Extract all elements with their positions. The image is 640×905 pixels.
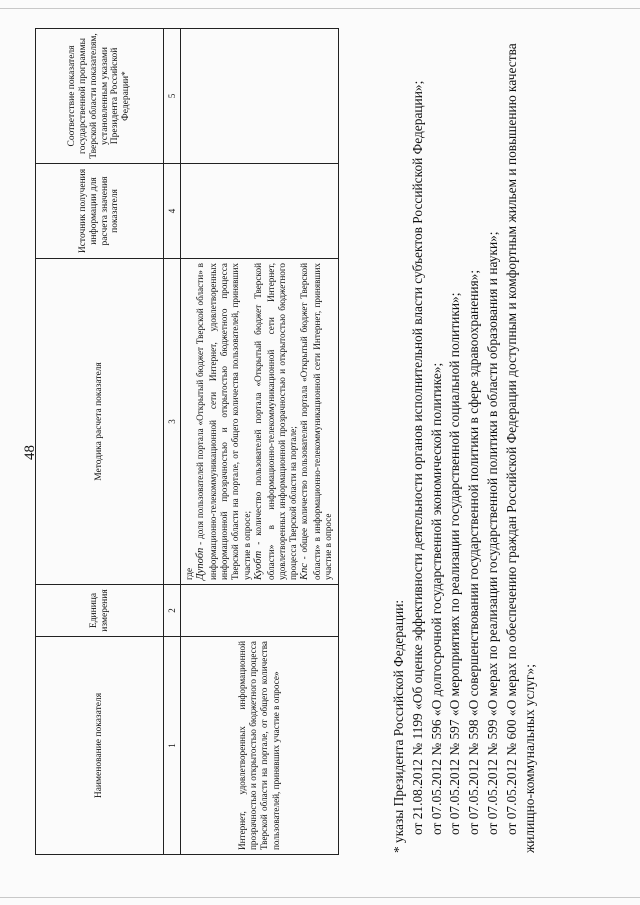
column-number: 5 bbox=[164, 29, 181, 164]
footnote-item: от 07.05.2012 № 599 «О мерах по реализации государственной политики в области образования и науки»; bbox=[484, 231, 500, 835]
header-unit: Единица измерения bbox=[36, 585, 164, 637]
method-where: где bbox=[184, 567, 194, 580]
header-source: Источник получения информации для расчета значения показателя bbox=[36, 164, 164, 259]
correspondence-cell bbox=[181, 29, 339, 164]
column-number: 1 bbox=[164, 637, 181, 855]
footnote bbox=[390, 23, 540, 853]
page-number: 48 bbox=[22, 445, 38, 460]
footnote-item: от 07.05.2012 № 598 «О совершенствовании государственной политики в сфере здравоохранения»; bbox=[466, 269, 482, 835]
footnote-item: от 07.05.2012 № 596 «О долгосрочной государственной экономической политике»; bbox=[428, 362, 444, 835]
indicator-name-cell: Интернет, удовлетворенных информационной прозрачностью и открытостью бюджетного процесса Тверской области на портале, от общего количества пользователей, принявших участие в опросе» bbox=[181, 637, 339, 855]
header-correspondence: Соответствие показателя государственной программы Тверской области показателям, установленным указами Президента Российской Федерации* bbox=[36, 29, 164, 164]
method-paragraph bbox=[195, 263, 253, 580]
header-indicator-name: Наименование показателя bbox=[36, 637, 164, 855]
formula-symbol: Дупобп bbox=[195, 547, 207, 580]
table-row bbox=[181, 29, 339, 855]
formula-symbol: Кпс bbox=[299, 563, 311, 580]
indicators-table bbox=[35, 28, 339, 855]
header-method: Методика расчета показателя bbox=[36, 259, 164, 585]
footnote-item: от 07.05.2012 № 597 «О мероприятиях по реализации государственной социальной политики»; bbox=[447, 292, 463, 835]
column-number: 2 bbox=[164, 585, 181, 637]
method-text: - количество пользователей портала «Открытый бюджет Тверской области» в информационно-телекоммуникационной сети Интернет, удовлетворенных информационной прозрачностью и открытостью бюджетного процесса Тверской области на портале; bbox=[252, 263, 299, 580]
column-number: 3 bbox=[164, 259, 181, 585]
source-cell bbox=[181, 164, 339, 259]
unit-cell bbox=[181, 585, 339, 637]
column-number-row bbox=[164, 29, 181, 855]
method-cell bbox=[181, 259, 339, 585]
method-text: - общее количество пользователей портала «Открытый бюджет Тверской области» в информационно-телекоммуникационной сети Интернет, принявших участие в опросе bbox=[299, 263, 334, 580]
method-paragraph bbox=[253, 263, 299, 580]
footnote-title: * указы Президента Российской Федерации: bbox=[391, 599, 406, 853]
table-header-row bbox=[36, 29, 164, 855]
method-paragraph bbox=[299, 263, 334, 580]
formula-symbol: Куобт bbox=[252, 550, 264, 580]
footnote-item: от 07.05.2012 № 600 «О мерах по обеспечению граждан Российской Федерации доступным и комфортным жильем и повышению качества жилищно-коммунальных услуг»; bbox=[503, 43, 538, 853]
method-text: - доля пользователей портала «Открытый бюджет Тверской области» в информационно-телекоммуникационной сети Интернет, удовлетворенных информационной прозрачностью и открытостью бюджетного процесса Тверской области на портале, от общего количества пользователей, принявших участие в опросе; bbox=[195, 263, 252, 580]
footnote-item: от 21.08.2012 № 1199 «Об оценке эффективности деятельности органов исполнительной власти субъектов Российской Федерации»; bbox=[409, 80, 425, 835]
column-number: 4 bbox=[164, 164, 181, 259]
